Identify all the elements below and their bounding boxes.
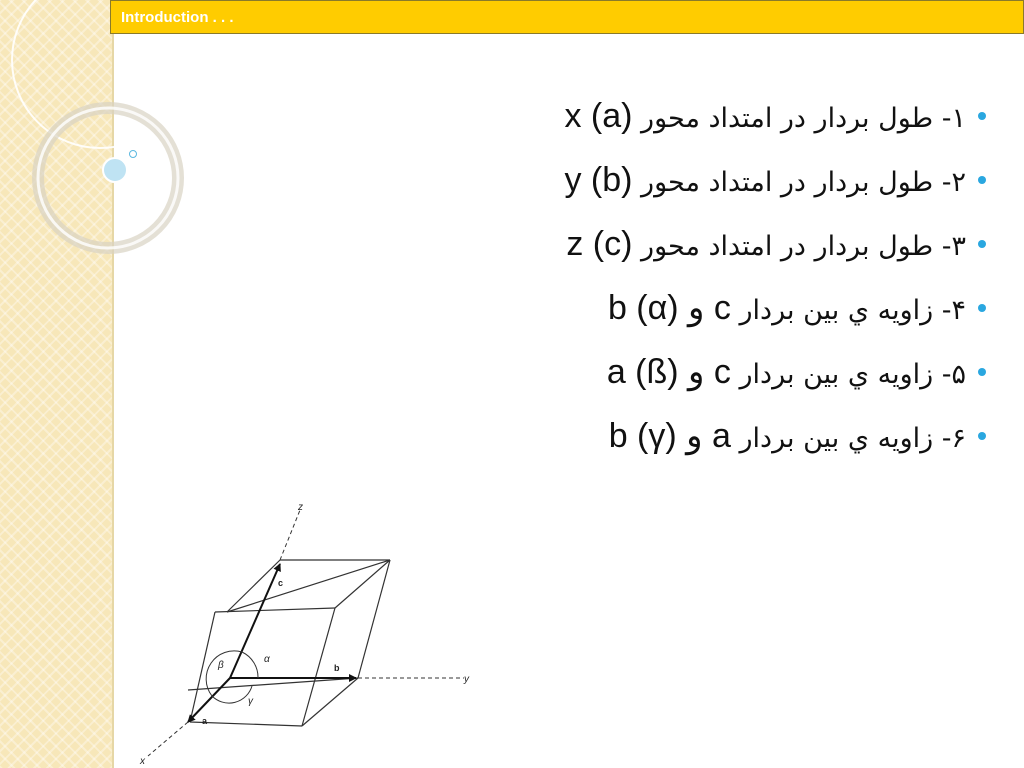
alpha-arc [242,652,258,678]
list-item [386,148,986,212]
bullet-icon [978,176,986,184]
edge-top-front [335,560,390,608]
bullet-icon [978,112,986,120]
vector-b-label: b [334,663,340,673]
list-item [386,276,986,340]
vector-c-label: c [278,578,284,588]
bullet-text [566,225,966,264]
beta-arc [206,651,242,696]
bullet-icon [978,368,986,376]
title-bar [110,0,1024,34]
bullet-latin: a و b (γ) [608,417,731,455]
edge-right-back [358,560,390,678]
vector-a-label: a [202,716,208,726]
small-bubble [130,151,137,158]
bullet-icon [978,240,986,248]
vectors [188,564,356,722]
edge-top-right [227,560,390,612]
vector-c-arrow [230,564,280,678]
bullet-latin: c و a (ß) [606,353,731,391]
gamma-arc [212,686,252,703]
unit-cell-diagram [130,500,480,768]
bullet-arabic: ۵- زاويه ي بين بردار [739,359,966,390]
bullet-latin: x (a) [564,96,633,135]
edge-right-front [302,608,335,726]
list-item [386,404,986,468]
bullet-latin: y (b) [564,160,633,199]
bullet-text [609,416,966,456]
bullet-list [386,84,986,468]
bullet-arabic: ۶- زاويه ي بين بردار [739,423,966,454]
bullet-icon [978,432,986,440]
angle-gamma-label: γ [248,696,253,707]
blue-bubble [103,158,127,182]
axis-z-label: z [298,502,303,513]
edge-bottom-right [302,678,358,726]
bullet-text [564,161,966,200]
bullet-text [564,97,966,136]
edge-bottom [188,678,358,690]
axis-z-line [280,510,300,560]
bullet-latin: z (c) [566,224,633,263]
bullet-text [607,352,966,392]
bullet-arabic: ۴- زاويه ي بين بردار [739,295,966,326]
bullet-text [608,288,966,328]
bullet-arabic: ۳- طول بردار در امتداد محور [641,230,966,262]
decorative-rings [0,0,200,260]
dashed-axes [148,510,464,756]
axis-y-label: y [464,674,469,685]
axis-x-label: x [140,756,145,767]
vector-a-arrow [188,678,230,722]
bullet-icon [978,304,986,312]
list-item [386,340,986,404]
edge-top-left [227,560,280,612]
angle-beta-label: β [218,660,224,671]
bullet-arabic: ۱- طول بردار در امتداد محور [641,102,966,134]
slide-title: Introduction . . . [121,9,234,26]
bullet-arabic: ۲- طول بردار در امتداد محور [641,166,966,198]
angle-alpha-label: α [264,654,270,665]
bullet-latin: c و b (α) [607,289,731,327]
list-item [386,212,986,276]
list-item [386,84,986,148]
axis-x-line [148,722,188,756]
